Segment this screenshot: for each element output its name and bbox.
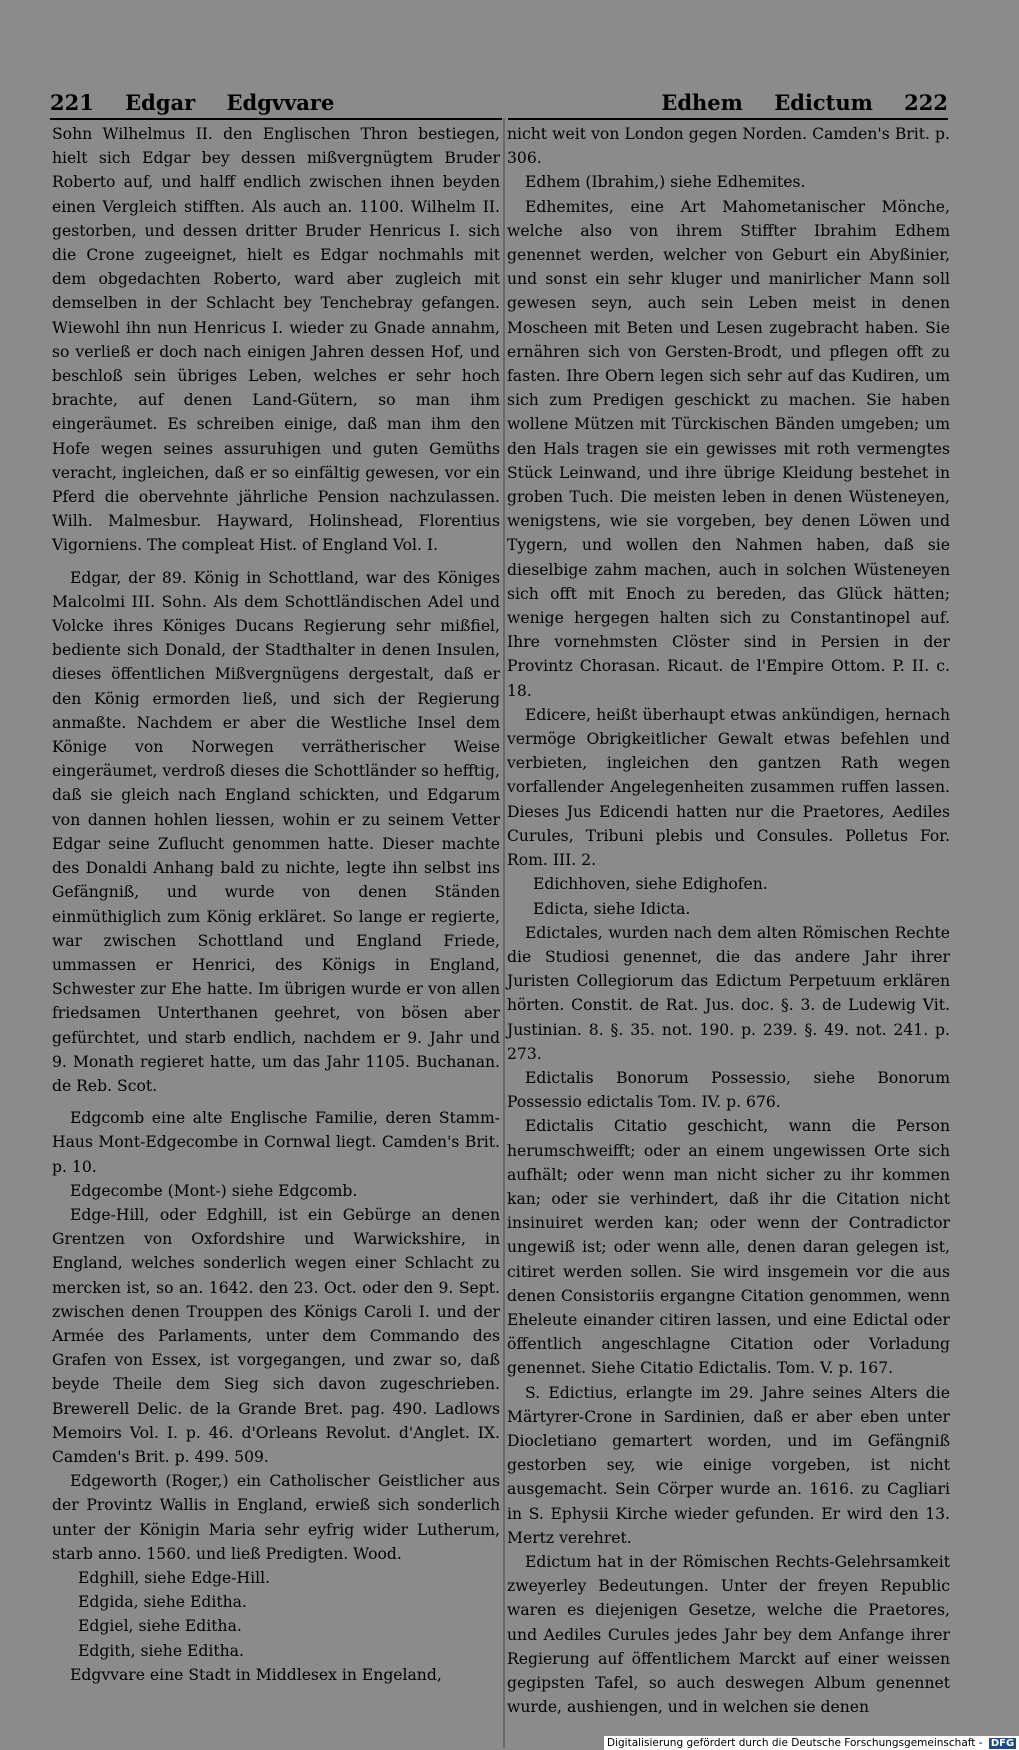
entry-edgar-continuation: Sohn Wilhelmus II. den Englischen Thron bestiegen, hielt sich Edgar bey dessen mißvergnügtem Bruder Roberto auf, und halff endlich zwischen ihnen beyden einen Vergleich stifften. Als auch an. 1100. Wilhelm II. gestorben, und dessen dritter Bruder Henricus I. sich die Crone zugeeignet, hielt es Edgar nochmahls mit dem obgedachten Roberto, ward aber zugleich mit demselben in der Schlacht bey Tenchebray gefangen. Wiewohl ihn nun Henricus I. wieder zu Gnade annahm, so verließ er doch nach einigen Jahren dessen Hof, und beschloß sein übriges Leben, welches er sehr hoch brachte, auf denen Land-Gütern, so man ihm eingeräumet. Es schreiben einige, daß man ihm den Hofe wegen seines assuruhigen und guten Gemüths veracht, ingleichen, daß er so einfältig gewesen, vor ein Pferd die obervehnte jährliche Pension nachzulassen. Wilh. Malmesbur. Hayward, Holinshead, Florentius Vigorniens. The compleat Hist. of England Vol. I. bbox=[52, 125, 500, 555]
entry-edgcomb: Edgcomb eine alte Englische Familie, deren Stamm-Haus Mont-Edgecombe in Cornwal liegt. Camden's Brit. p. 10. bbox=[52, 1109, 500, 1176]
left-page-number: 221 bbox=[50, 90, 94, 115]
entry-edictalis-bonorum: Edictalis Bonorum Possessio, siehe Bonorum Possessio edictalis Tom. IV. p. 676. bbox=[507, 1068, 950, 1112]
entry-edgith: Edgith, siehe Editha. bbox=[78, 1641, 244, 1660]
header-left bbox=[50, 88, 358, 118]
running-header bbox=[50, 88, 948, 118]
entry-edictales: Edictales, wurden nach dem alten Römischen Rechte die Studiosi genennet, die das andere Jahr ihrer Juristen Collegiorum das Edictum Perpetuum erklären hörten. Constit. de Rat. Jus. doc. §. 3. de Ludewig Vit. Justinian. 8. §. 35. not. 190. p. 239. §. 49. not. 241. p. 273. bbox=[507, 923, 950, 1063]
header-right bbox=[661, 88, 948, 118]
right-catchword-2: Edictum bbox=[774, 90, 873, 115]
credit-text: Digitalisierung gefördert durch die Deutsche Forschungsgemeinschaft - bbox=[607, 1737, 983, 1749]
entry-edichhoven: Edichhoven, siehe Edighofen. bbox=[533, 875, 768, 894]
entry-edictalis-citatio: Edictalis Citatio geschicht, wann die Person herumschweifft; oder an einem ungewissen Orte sich aufhält; oder wenn man nicht sicher zu ihr kommen kan; oder sie verhindert, daß ihr die Citation nicht insinuiret werden kan; oder wenn der Contradictor ungewiß ist; oder wenn alle, denen daran gelegen ist, citiret werden sollen. Sie wird insgemein vor die aus denen Consistoriis ergangne Citation genommen, wenn Eheleute einander citiren lassen, und eine Edictal oder öffentlich angeschlagne Citation oder Vorladung genennet. Siehe Citatio Edictalis. Tom. V. p. 167. bbox=[507, 1117, 950, 1378]
left-catchword-1: Edgar bbox=[125, 90, 196, 115]
entry-edhem: Edhem (Ibrahim,) siehe Edhemites. bbox=[525, 173, 806, 192]
entry-edghill: Edghill, siehe Edge-Hill. bbox=[78, 1568, 271, 1587]
left-column bbox=[52, 122, 500, 1687]
right-page-number: 222 bbox=[904, 90, 948, 115]
column-divider bbox=[503, 118, 505, 1748]
entry-edgida: Edgida, siehe Editha. bbox=[78, 1593, 247, 1612]
entry-edge-hill: Edge-Hill, oder Edghill, ist ein Gebürge an denen Grentzen von Oxfordshire und Warwickshire, in England, welches sonderlich wegen einer Schlacht zu mercken ist, so an. 1642. den 23. Oct. oder den 9. Sept. zwischen denen Trouppen des Königs Caroli I. und der Armée des Parlaments, unter dem Commando des Grafen von Essex, ist vorgegangen, und zwar so, daß beyde Theile dem Sieg sich davon zugeschrieben. Brewerell Delic. de la Grande Bret. pag. 490. Ladlows Memoirs Vol. I. p. 46. d'Orleans Revolut. d'Anglet. IX. Camden's Brit. p. 499. 509. bbox=[52, 1205, 500, 1466]
header-rule-right bbox=[508, 118, 948, 120]
entry-edgar-king-scotland: Edgar, der 89. König in Schottland, war des Königes Malcolmi III. Sohn. Als dem Schottländischen Adel und Volcke ihres Königes Ducans Regierung sehr mißfiel, bediente sich Donald, der Stadthalter in denen Insulen, dieses öffentlichen Mißvergnügens dergestalt, daß er den König ermorden ließ, und sich der Regierung anmaßte. Nachdem er aber die Westliche Insel dem Könige von Norwegen verrätherischer Weise eingeräumet, verdroß dieses die Schottländer so hefftig, daß sie gleich nach England schickten, und Edgarum von dannen hohlen liessen, wohin er zu seinem Vetter Edgar seine Zuflucht genommen hatte. Dieser machte des Donaldi Anhang bald zu nichte, legte ihn selbst ins Gefängniß, und wurde von denen Ständen einmüthiglich zum König erkläret. So lange er regierte, war zwischen Schottland und England Friede, ummassen er Henrici, des Königs in England, Schwester zur Ehe hatte. Im übrigen wurde er von allen friedsamen Unterthanen geehret, von bösen aber gefürchtet, und starb endlich, nachdem er 9. Jahr und 9. Monath regieret hatte, um das Jahr 1105. Buchanan. de Reb. Scot. bbox=[52, 568, 500, 1095]
right-column bbox=[507, 122, 950, 1719]
left-catchword-2: Edgvvare bbox=[226, 90, 335, 115]
dfg-logo: DFG bbox=[990, 1738, 1015, 1749]
entry-edgvvare-continuation: nicht weit von London gegen Norden. Camden's Brit. p. 306. bbox=[507, 125, 950, 168]
entry-edgeworth: Edgeworth (Roger,) ein Catholischer Geistlicher aus der Provintz Wallis in England, erwieß sich sonderlich unter der Königin Maria sehr eyfrig wider Lutherum, starb anno. 1560. und ließ Predigten. Wood. bbox=[52, 1472, 500, 1563]
entry-edhemites: Edhemites, eine Art Mahometanischer Mönche, welche also von ihrem Stiffter Ibrahim Edhem genennet werden, welcher von Geburt ein Abyßinier, und sonst ein sehr kluger und manirlicher Mann soll gewesen seyn, auch sein Leben meist in denen Moscheen mit Beten und Lesen zugebracht haben. Sie ernähren sich von Gersten-Brodt, und pflegen offt zu fasten. Ihre Obern legen sich sehr auf das Kudiren, um sich zum Predigen geschickt zu machen. Sie haben wollene Mützen mit Türckischen Bänden umgeben; um den Hals tragen sie ein gewisses mit roth vermengtes Stück Leinwand, und ihre übrige Kleidung bestehet in groben Tuch. Die meisten leben in denen Wüsteneyen, wenigstens, wie sie vorgeben, bey denen Löwen und Tygern, und wollen den Nahmen haben, daß sie dieselbige zahm machen, auch in solchen Wüsteneyen sich offt mit Enoch zu bereden, das Glück hätten; wenige hergegen halten sich zu Constantinopel auf. Ihre vornehmsten Clöster sind in Persien in der Provintz Chorasan. Ricaut. de l'Empire Ottom. P. II. c. 18. bbox=[507, 197, 950, 700]
entry-edgecombe: Edgecombe (Mont-) siehe Edgcomb. bbox=[70, 1181, 358, 1200]
right-catchword-1: Edhem bbox=[661, 90, 743, 115]
entry-edictius: S. Edictius, erlangte im 29. Jahre seines Alters die Märtyrer-Crone in Sardinien, daß er aber eben unter Diocletiano gemartert worden, und im Gefängniß gestorben sey, wie einige vorgeben, ist nicht ausgemacht. Sein Cörper wurde an. 1616. zu Cagliari in S. Ephysii Kirche wieder gefunden. Er wird den 13. Mertz verehret. bbox=[507, 1383, 950, 1547]
entry-edgiel: Edgiel, siehe Editha. bbox=[78, 1617, 242, 1636]
header-rule-left bbox=[50, 118, 502, 120]
digitization-credit bbox=[604, 1736, 1019, 1750]
entry-edictum: Edictum hat in der Römischen Rechts-Gelehrsamkeit zweyerley Bedeutungen. Unter der freyen Republic waren es diejenigen Gesetze, welche die Praetores, und Aediles Curules jedes Jahr bey dem Anfange ihrer Regierung auf öffentlichem Marckt auf einer weissen gegipsten Tafel, so auch deswegen Album genennet wurde, aushiengen, und in welchen sie denen bbox=[507, 1552, 950, 1717]
entry-edgvvare: Edgvvare eine Stadt in Middlesex in Engeland, bbox=[70, 1665, 442, 1684]
entry-edicere: Edicere, heißt überhaupt etwas ankündigen, hernach vermöge Obrigkeitlicher Gewalt etwas befehlen und verbieten, ingleichen den gantzen Rath wegen vorfallender Angelegenheiten zusammen ruffen lassen. Dieses Jus Edicendi hatten nur die Praetores, Aediles Curules, Tribuni plebis und Consules. Polletus For. Rom. III. 2. bbox=[507, 705, 950, 870]
entry-edicta: Edicta, siehe Idicta. bbox=[533, 899, 691, 918]
